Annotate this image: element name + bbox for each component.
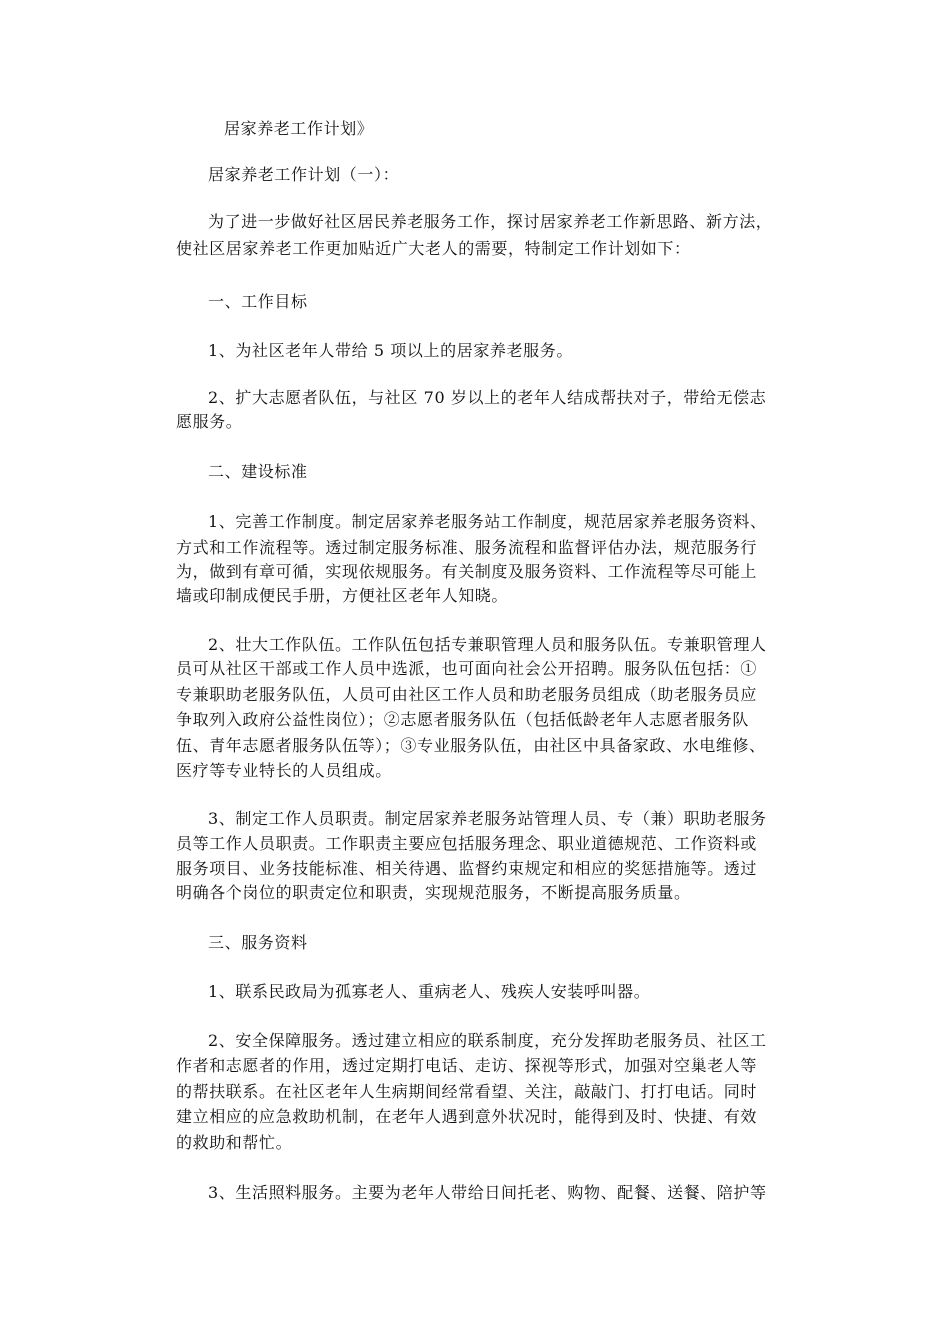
- paragraph-line: 2、壮大工作队伍。工作队伍包括专兼职管理人员和服务队伍。专兼职管理人: [208, 635, 767, 654]
- section-heading: 二、建设标准: [208, 462, 308, 481]
- paragraph-line: 伍、青年志愿者服务队伍等）；③专业服务队伍，由社区中具备家政、水电维修、: [176, 736, 766, 755]
- paragraph-line: 为，做到有章可循，实现依规服务。有关制度及服务资料、工作流程等尽可能上: [176, 562, 758, 581]
- paragraph-line: 建立相应的应急救助机制，在老年人遇到意外状况时，能得到及时、快捷、有效: [176, 1107, 758, 1126]
- paragraph-line: 的帮扶联系。在社区老年人生病期间经常看望、关注，敲敲门、打打电话。同时: [176, 1082, 758, 1101]
- paragraph-line: 方式和工作流程等。透过制定服务标准、服务流程和监督评估办法，规范服务行: [176, 538, 758, 557]
- paragraph-line: 3、制定工作人员职责。制定居家养老服务站管理人员、专（兼）职助老服务: [208, 809, 767, 828]
- paragraph-line: 2、安全保障服务。透过建立相应的联系制度，充分发挥助老服务员、社区工: [208, 1031, 767, 1050]
- paragraph-line: 1、完善工作制度。制定居家养老服务站工作制度，规范居家养老服务资料、: [208, 512, 767, 531]
- section-heading: 三、服务资料: [208, 933, 308, 952]
- paragraph-line: 的救助和帮忙。: [176, 1133, 293, 1152]
- paragraph-line: 为了进一步做好社区居民养老服务工作，探讨居家养老工作新思路、新方法，: [208, 212, 773, 231]
- paragraph-line: 1、为社区老年人带给 5 项以上的居家养老服务。: [208, 341, 573, 360]
- paragraph-line: 2、扩大志愿者队伍，与社区 70 岁以上的老年人结成帮扶对子，带给无偿志: [208, 388, 767, 407]
- paragraph-line: 愿服务。: [176, 412, 243, 431]
- paragraph-line: 墙或印制成便民手册，方便社区老年人知晓。: [176, 586, 509, 605]
- paragraph-line: 专兼职助老服务队伍，人员可由社区工作人员和助老服务员组成（助老服务员应: [176, 685, 758, 704]
- paragraph-line: 1、联系民政局为孤寡老人、重病老人、残疾人安装呼叫器。: [208, 982, 651, 1001]
- paragraph-line: 服务项目、业务技能标准、相关待遇、监督约束规定和相应的奖惩措施等。透过: [176, 859, 758, 878]
- document-subtitle: 居家养老工作计划（一）：: [208, 165, 400, 184]
- document-title: 居家养老工作计划》: [224, 119, 374, 138]
- paragraph-line: 使社区居家养老工作更加贴近广大老人的需要，特制定工作计划如下：: [176, 239, 691, 258]
- paragraph-line: 明确各个岗位的职责定位和职责，实现规范服务，不断提高服务质量。: [176, 883, 691, 902]
- paragraph-line: 员等工作人员职责。工作职责主要应包括服务理念、职业道德规范、工作资料或: [176, 834, 758, 853]
- section-heading: 一、工作目标: [208, 292, 308, 311]
- paragraph-line: 3、生活照料服务。主要为老年人带给日间托老、购物、配餐、送餐、陪护等: [208, 1183, 767, 1202]
- paragraph-line: 争取列入政府公益性岗位）；②志愿者服务队伍（包括低龄老年人志愿者服务队: [176, 710, 750, 729]
- paragraph-line: 作者和志愿者的作用，透过定期打电话、走访、探视等形式，加强对空巢老人等: [176, 1056, 758, 1075]
- paragraph-line: 员可从社区干部或工作人员中选派，也可面向社会公开招聘。服务队伍包括：①: [176, 659, 758, 678]
- paragraph-line: 医疗等专业特长的人员组成。: [176, 761, 392, 780]
